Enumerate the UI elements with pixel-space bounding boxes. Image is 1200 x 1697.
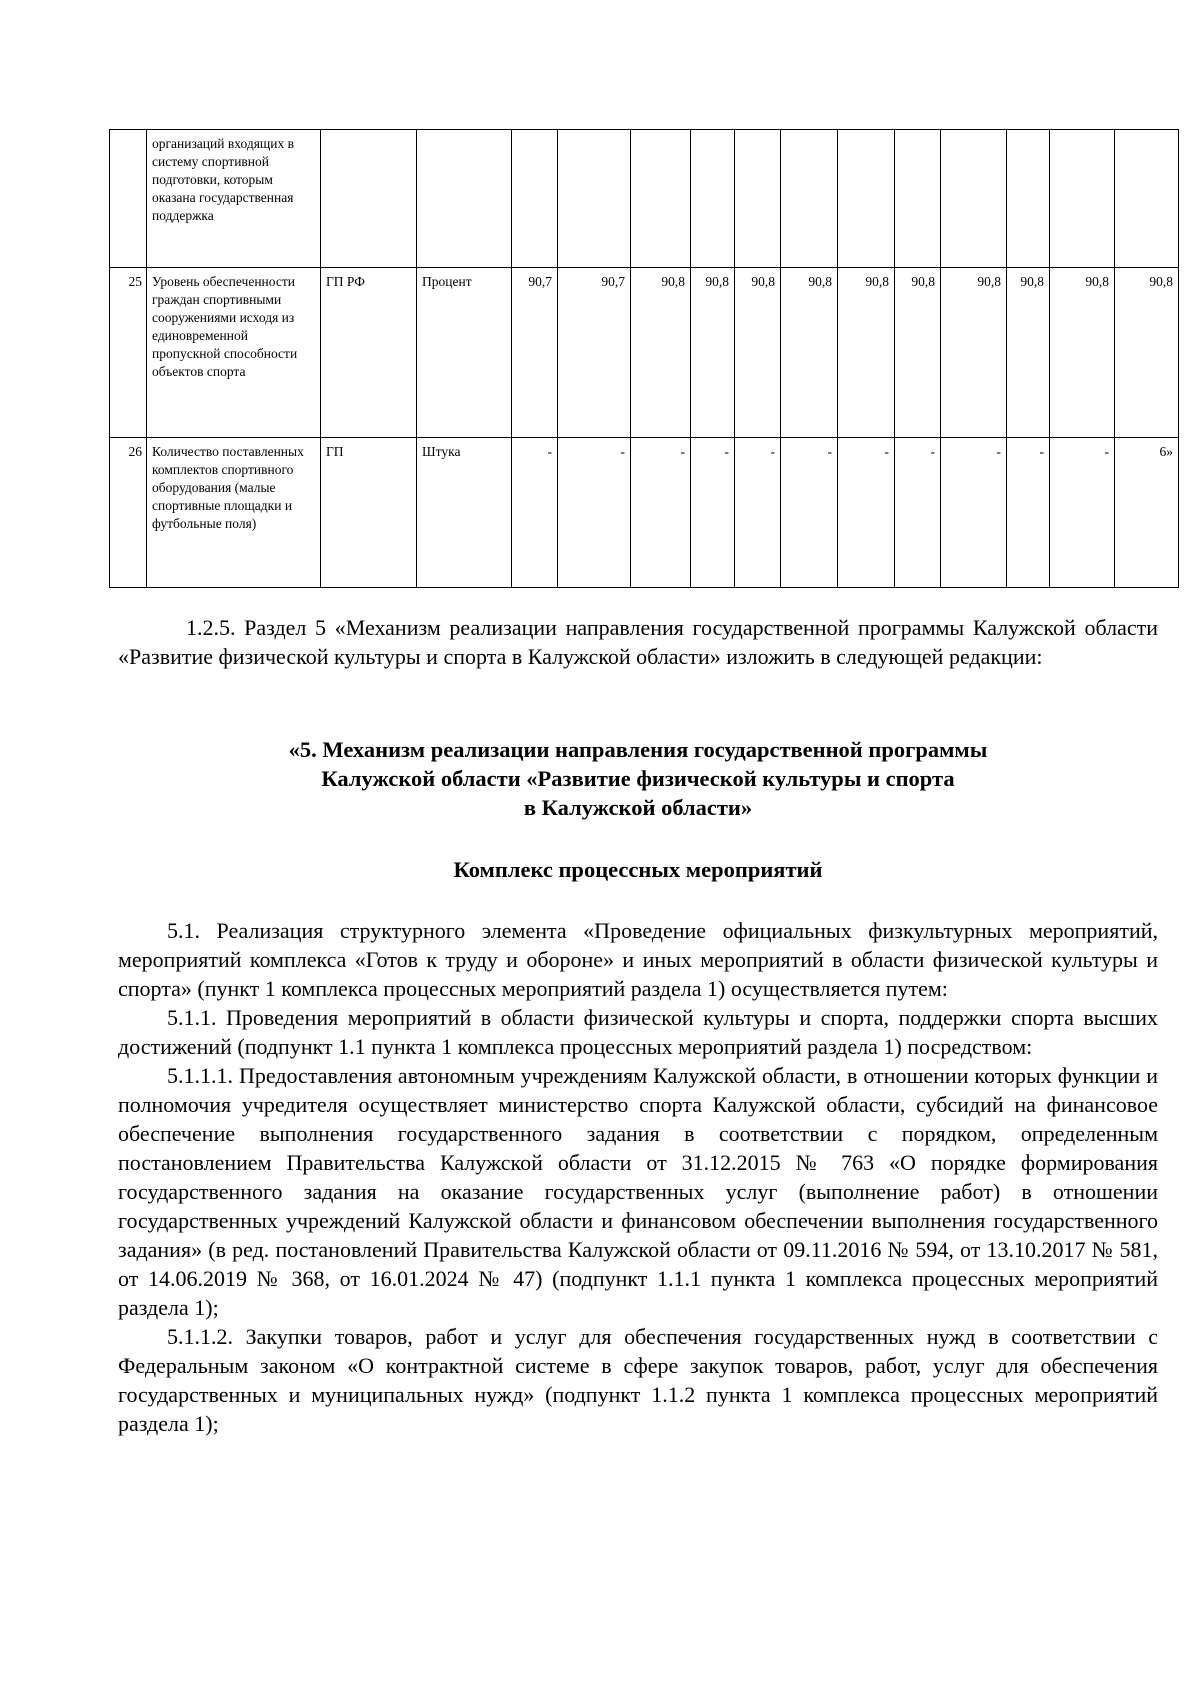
value-cell: - [838, 438, 895, 588]
table-row [110, 438, 1179, 588]
value-cell: 90,8 [1007, 268, 1050, 438]
value-cell: 6» [1115, 438, 1179, 588]
value-cell [558, 130, 631, 268]
paragraph-5-1-1: 5.1.1. Проведения мероприятий в области физической культуры и спорта, поддержки спорта высших достижений (подпункт 1.1 пункта 1 комплекса процессных мероприятий раздела 1) посредством: [118, 1005, 1158, 1059]
section-title-line-2: Калужской области «Развитие физической культуры и спорта [321, 766, 955, 791]
value-cell: 90,8 [735, 268, 781, 438]
indicator-source: ГП РФ [321, 268, 417, 438]
value-cell: 90,8 [631, 268, 691, 438]
row-number: 25 [110, 268, 147, 438]
value-cell: 90,8 [838, 268, 895, 438]
indicator-source: ГП [321, 438, 417, 588]
value-cell: - [735, 438, 781, 588]
value-cell: - [1050, 438, 1115, 588]
value-cell [1007, 130, 1050, 268]
paragraph-5-1-1-2: 5.1.1.2. Закупки товаров, работ и услуг для обеспечения государственных нужд в соответствии с Федеральным законом «О контрактной системе в сфере закупок товаров, работ, услуг для обеспечения государственных и муниципальных нужд» (подпункт 1.1.2 пункта 1 комплекса процессных мероприятий раздела 1); [118, 1324, 1158, 1436]
value-cell: 90,8 [781, 268, 838, 438]
value-cell [631, 130, 691, 268]
indicator-unit [417, 130, 512, 268]
value-cell: 90,7 [558, 268, 631, 438]
value-cell [941, 130, 1007, 268]
section-title [118, 735, 1158, 822]
intro-paragraph [118, 613, 1158, 671]
value-cell: 90,8 [1050, 268, 1115, 438]
value-cell: - [558, 438, 631, 588]
value-cell: - [1007, 438, 1050, 588]
value-cell: 90,8 [691, 268, 735, 438]
indicator-name: Количество поставленных комплектов спортивного оборудования (малые спортивные площадки и футбольные поля) [147, 438, 321, 588]
row-number [110, 130, 147, 268]
value-cell [895, 130, 941, 268]
value-cell: 90,8 [941, 268, 1007, 438]
value-cell: 90,8 [1115, 268, 1179, 438]
intro-text: 1.2.5. Раздел 5 «Механизм реализации направления государственной программы Калужской области «Развитие физической культуры и спорта в Калужской области» изложить в следующей редакции: [118, 615, 1158, 669]
value-cell [1050, 130, 1115, 268]
paragraph-5-1-1-1: 5.1.1.1. Предоставления автономным учреждениям Калужской области, в отношении которых функции и полномочия учредителя осуществляет министерство спорта Калужской области, субсидий на финансовое обеспечение выполнения государственного задания в соответствии с порядком, определенным постановлением Правительства Калужской области от 31.12.2015 № 763 «О порядке формирования государственного задания на оказание государственных услуг (выполнение работ) в отношении государственных учреждений Калужской области и финансовом обеспечении выполнения государственного задания» (в ред. постановлений Правительства Калужской области от 09.11.2016 № 594, от 13.10.2017 № 581, от 14.06.2019 № 368, от 16.01.2024 № 47) (подпункт 1.1.1 пункта 1 комплекса процессных мероприятий раздела 1); [118, 1063, 1158, 1320]
value-cell: - [781, 438, 838, 588]
section-title-line-3: в Калужской области» [523, 795, 753, 820]
value-cell: 90,8 [895, 268, 941, 438]
indicator-name: организаций входящих в систему спортивной подготовки, которым оказана государственная поддержка [147, 130, 321, 268]
body-text [118, 916, 1158, 1438]
indicator-unit: Процент [417, 268, 512, 438]
value-cell: 90,7 [512, 268, 558, 438]
indicator-name: Уровень обеспеченности граждан спортивными сооружениями исходя из единовременной пропускной способности объектов спорта [147, 268, 321, 438]
section-title-line-1: «5. Механизм реализации направления государственной программы [288, 737, 988, 762]
paragraph-5-1: 5.1. Реализация структурного элемента «Проведение официальных физкультурных мероприятий, мероприятий комплекса «Готов к труду и обороне» и иных мероприятий в области физической культуры и спорта» (пункт 1 комплекса процессных мероприятий раздела 1) осуществляется путем: [118, 918, 1158, 1001]
value-cell: - [895, 438, 941, 588]
value-cell: - [512, 438, 558, 588]
table-row [110, 130, 1179, 268]
value-cell: - [631, 438, 691, 588]
value-cell [512, 130, 558, 268]
value-cell: - [691, 438, 735, 588]
row-number: 26 [110, 438, 147, 588]
value-cell [735, 130, 781, 268]
indicator-source [321, 130, 417, 268]
value-cell: - [941, 438, 1007, 588]
section-subtitle: Комплекс процессных мероприятий [453, 857, 823, 882]
indicators-table [109, 129, 1179, 588]
value-cell [1115, 130, 1179, 268]
table-row [110, 268, 1179, 438]
value-cell [691, 130, 735, 268]
value-cell [838, 130, 895, 268]
value-cell [781, 130, 838, 268]
indicator-unit: Штука [417, 438, 512, 588]
